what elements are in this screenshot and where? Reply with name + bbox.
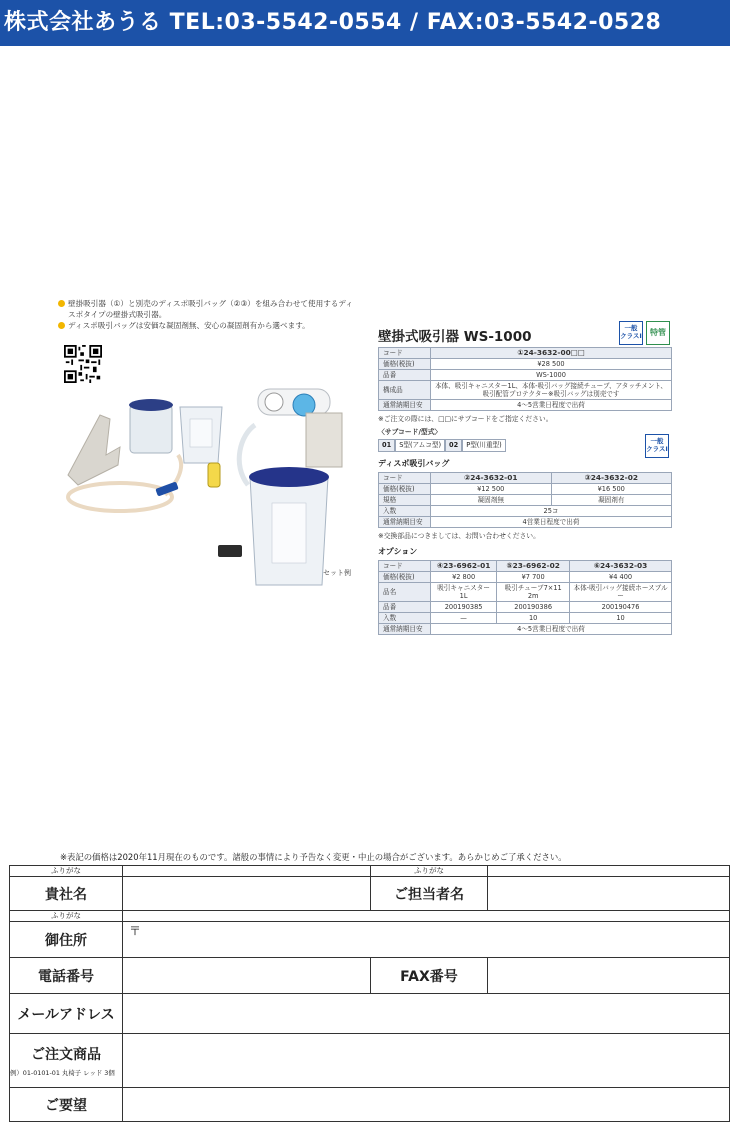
table-row: 通常納期目安 4営業日程度で出荷 — [379, 517, 672, 528]
furigana-label: ふりがな — [370, 866, 488, 877]
order-items-field[interactable] — [122, 1034, 729, 1088]
table-row: 入数 — 10 10 — [379, 613, 672, 624]
email-label: メールアドレス — [10, 994, 123, 1034]
main-spec-table — [378, 347, 672, 411]
table-row: コード ②24-3632-01 ③24-3632-02 — [379, 473, 672, 484]
subcode-heading: 〈サブコード/型式〉 — [378, 428, 442, 436]
address-field[interactable]: 〒 — [122, 922, 729, 958]
special-management-badge: 特管 — [646, 321, 670, 345]
contact-furigana-field[interactable] — [488, 866, 730, 877]
product-description: 壁掛吸引器（①）と別売のディスポ吸引バッグ（②③）を組み合わせて使用するディスポタイプの壁掛式吸引器。 ディスポ吸引バッグは安価な凝固剤無、安心の凝固剤有から選べます。 — [58, 298, 358, 331]
bullet-dot-icon — [58, 322, 65, 329]
address-furigana-field[interactable] — [122, 911, 729, 922]
table-row: 価格(税抜) ¥28 500 — [379, 359, 672, 370]
bag-general-class-badge: 一般 クラスⅠ — [645, 434, 669, 458]
bag-spec-table — [378, 472, 672, 528]
table-row: 通常納期目安 4～5営業日程度で出荷 — [379, 400, 672, 411]
company-label: 貴社名 — [10, 877, 123, 911]
company-header: 株式会社あうる TEL:03-5542-0554 / FAX:03-5542-0528 — [0, 0, 730, 46]
subcode-list: 01 S型(アムコ型) 02 P型(川重型) — [378, 439, 672, 452]
order-items-title: ご注文商品 — [30, 1047, 101, 1063]
email-field[interactable] — [122, 994, 729, 1034]
request-label: ご要望 — [10, 1088, 123, 1122]
furigana-label: ふりがな — [10, 866, 123, 877]
fax-label: FAX番号 — [370, 958, 488, 994]
product-spec-area — [378, 325, 672, 635]
address-label: 御住所 — [10, 922, 123, 958]
table-row: 品番 WS-1000 — [379, 370, 672, 381]
product-title: 壁掛式吸引器 WS-1000 — [378, 329, 532, 345]
qr-code-icon — [64, 345, 102, 383]
phone-label: 電話番号 — [10, 958, 123, 994]
table-row: コード ④23-6962-01 ⑤23-6962-02 ⑥24-3632-03 — [379, 561, 672, 572]
table-row: 構成品 本体、吸引キャニスター1L、本体-吸引バッグ接続チューブ、アタッチメント、吸引配管プロテクター※吸引バッグは別売です — [379, 381, 672, 400]
order-example: 例）01-0101-01 丸椅子 レッド 3個 — [10, 1069, 115, 1077]
photo-caption: セット例 — [323, 569, 351, 577]
table-row: 価格(税抜) ¥12 500 ¥16 500 — [379, 484, 672, 495]
bag-section-title: ディスポ吸引バッグ — [378, 459, 450, 468]
subcode-note: ※ご注文の際には、□□にサブコードをご指定ください。 — [378, 415, 553, 423]
contact-label: ご担当者名 — [370, 877, 488, 911]
table-row: 品番 200190385 200190386 200190476 — [379, 602, 672, 613]
contact-field[interactable] — [488, 877, 730, 911]
bag-note: ※交換部品につきましては、お問い合わせください。 — [378, 532, 540, 540]
general-class-badge: 一般 クラスⅠ — [619, 321, 643, 345]
bullet-dot-icon — [58, 300, 65, 307]
company-furigana-field[interactable] — [122, 866, 370, 877]
company-field[interactable] — [122, 877, 370, 911]
order-items-label — [10, 1034, 123, 1088]
table-row: 品名 吸引キャニスター 1L 吸引チューブ7×11 2m 本体-吸引バッグ接続ホースブルー — [379, 583, 672, 602]
table-row: 規格 凝固剤無 凝固剤有 — [379, 495, 672, 506]
phone-field[interactable] — [122, 958, 370, 994]
order-form — [9, 865, 730, 1122]
table-row: 入数 25コ — [379, 506, 672, 517]
option-section-title: オプション — [378, 547, 418, 556]
table-row: 価格(税抜) ¥2 800 ¥7 700 ¥4 400 — [379, 572, 672, 583]
request-field[interactable] — [122, 1088, 729, 1122]
table-row: 通常納期目安 4～5営業日程度で出荷 — [379, 624, 672, 635]
product-photo — [60, 385, 360, 595]
fax-field[interactable] — [488, 958, 730, 994]
option-spec-table — [378, 560, 672, 635]
furigana-label: ふりがな — [10, 911, 123, 922]
table-row: コード ①24-3632-00□□ — [379, 348, 672, 359]
price-disclaimer: ※表記の価格は2020年11月現在のものです。諸般の事情により予告なく変更・中止の場合がございます。あらかじめご了承ください。 — [60, 852, 567, 862]
